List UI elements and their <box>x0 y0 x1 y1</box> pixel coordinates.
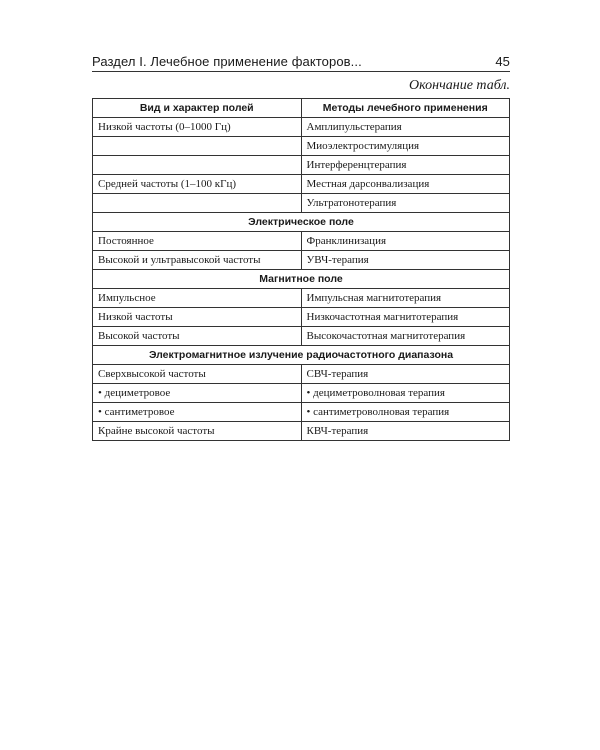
table-cell: Постоянное <box>93 232 302 251</box>
section-heading: Электромагнитное излучение радиочастотного диапазона <box>93 346 510 365</box>
running-head-title: Раздел I. Лечебное применение факторов... <box>92 54 362 69</box>
table-cell: Высокой частоты <box>93 327 302 346</box>
table-cell: Ультратонотерапия <box>301 194 510 213</box>
table-cell: Интерференцтерапия <box>301 156 510 175</box>
table-caption: Окончание табл. <box>409 78 510 93</box>
column-header: Вид и характер полей <box>93 99 302 118</box>
table-cell: КВЧ-терапия <box>301 422 510 441</box>
table-section-row <box>93 270 510 289</box>
table-row <box>93 327 510 346</box>
table-cell: Сверхвысокой частоты <box>93 365 302 384</box>
table-cell: Крайне высокой частоты <box>93 422 302 441</box>
table-cell: • дециметровое <box>93 384 302 403</box>
table-row <box>93 289 510 308</box>
table-cell: Франклинизация <box>301 232 510 251</box>
table-cell <box>93 137 302 156</box>
therapy-methods-table <box>92 98 510 441</box>
table-cell: СВЧ-терапия <box>301 365 510 384</box>
table-cell: • сантиметровое <box>93 403 302 422</box>
table-cell: Высокочастотная магнитотерапия <box>301 327 510 346</box>
page-header <box>92 50 510 72</box>
table-cell <box>93 156 302 175</box>
table-section-row <box>93 346 510 365</box>
table-cell: Импульсное <box>93 289 302 308</box>
table-row <box>93 251 510 270</box>
table-row <box>93 308 510 327</box>
table-cell: Миоэлектростимуляция <box>301 137 510 156</box>
table-cell: Средней частоты (1–100 кГц) <box>93 175 302 194</box>
table-cell: Низкочастотная магнитотерапия <box>301 308 510 327</box>
table-row <box>93 137 510 156</box>
table-cell: Низкой частоты (0–1000 Гц) <box>93 118 302 137</box>
table-header-row <box>93 99 510 118</box>
table-row <box>93 403 510 422</box>
table-row <box>93 118 510 137</box>
table-cell: Высокой и ультравысокой частоты <box>93 251 302 270</box>
table-row <box>93 232 510 251</box>
table-cell: • сантиметроволновая терапия <box>301 403 510 422</box>
section-heading: Магнитное поле <box>93 270 510 289</box>
table-cell: • дециметроволновая терапия <box>301 384 510 403</box>
table-row <box>93 194 510 213</box>
column-header: Методы лечебного применения <box>301 99 510 118</box>
table-cell: Низкой частоты <box>93 308 302 327</box>
table-row <box>93 384 510 403</box>
page-number: 45 <box>495 54 510 69</box>
table-cell: Импульсная магнитотерапия <box>301 289 510 308</box>
table-row <box>93 422 510 441</box>
section-heading: Электрическое поле <box>93 213 510 232</box>
table-cell: Амплипульстерапия <box>301 118 510 137</box>
table-cell: Местная дарсонвализация <box>301 175 510 194</box>
table-cell: УВЧ-терапия <box>301 251 510 270</box>
table-row <box>93 365 510 384</box>
table-section-row <box>93 213 510 232</box>
table-row <box>93 175 510 194</box>
table-cell <box>93 194 302 213</box>
table-row <box>93 156 510 175</box>
